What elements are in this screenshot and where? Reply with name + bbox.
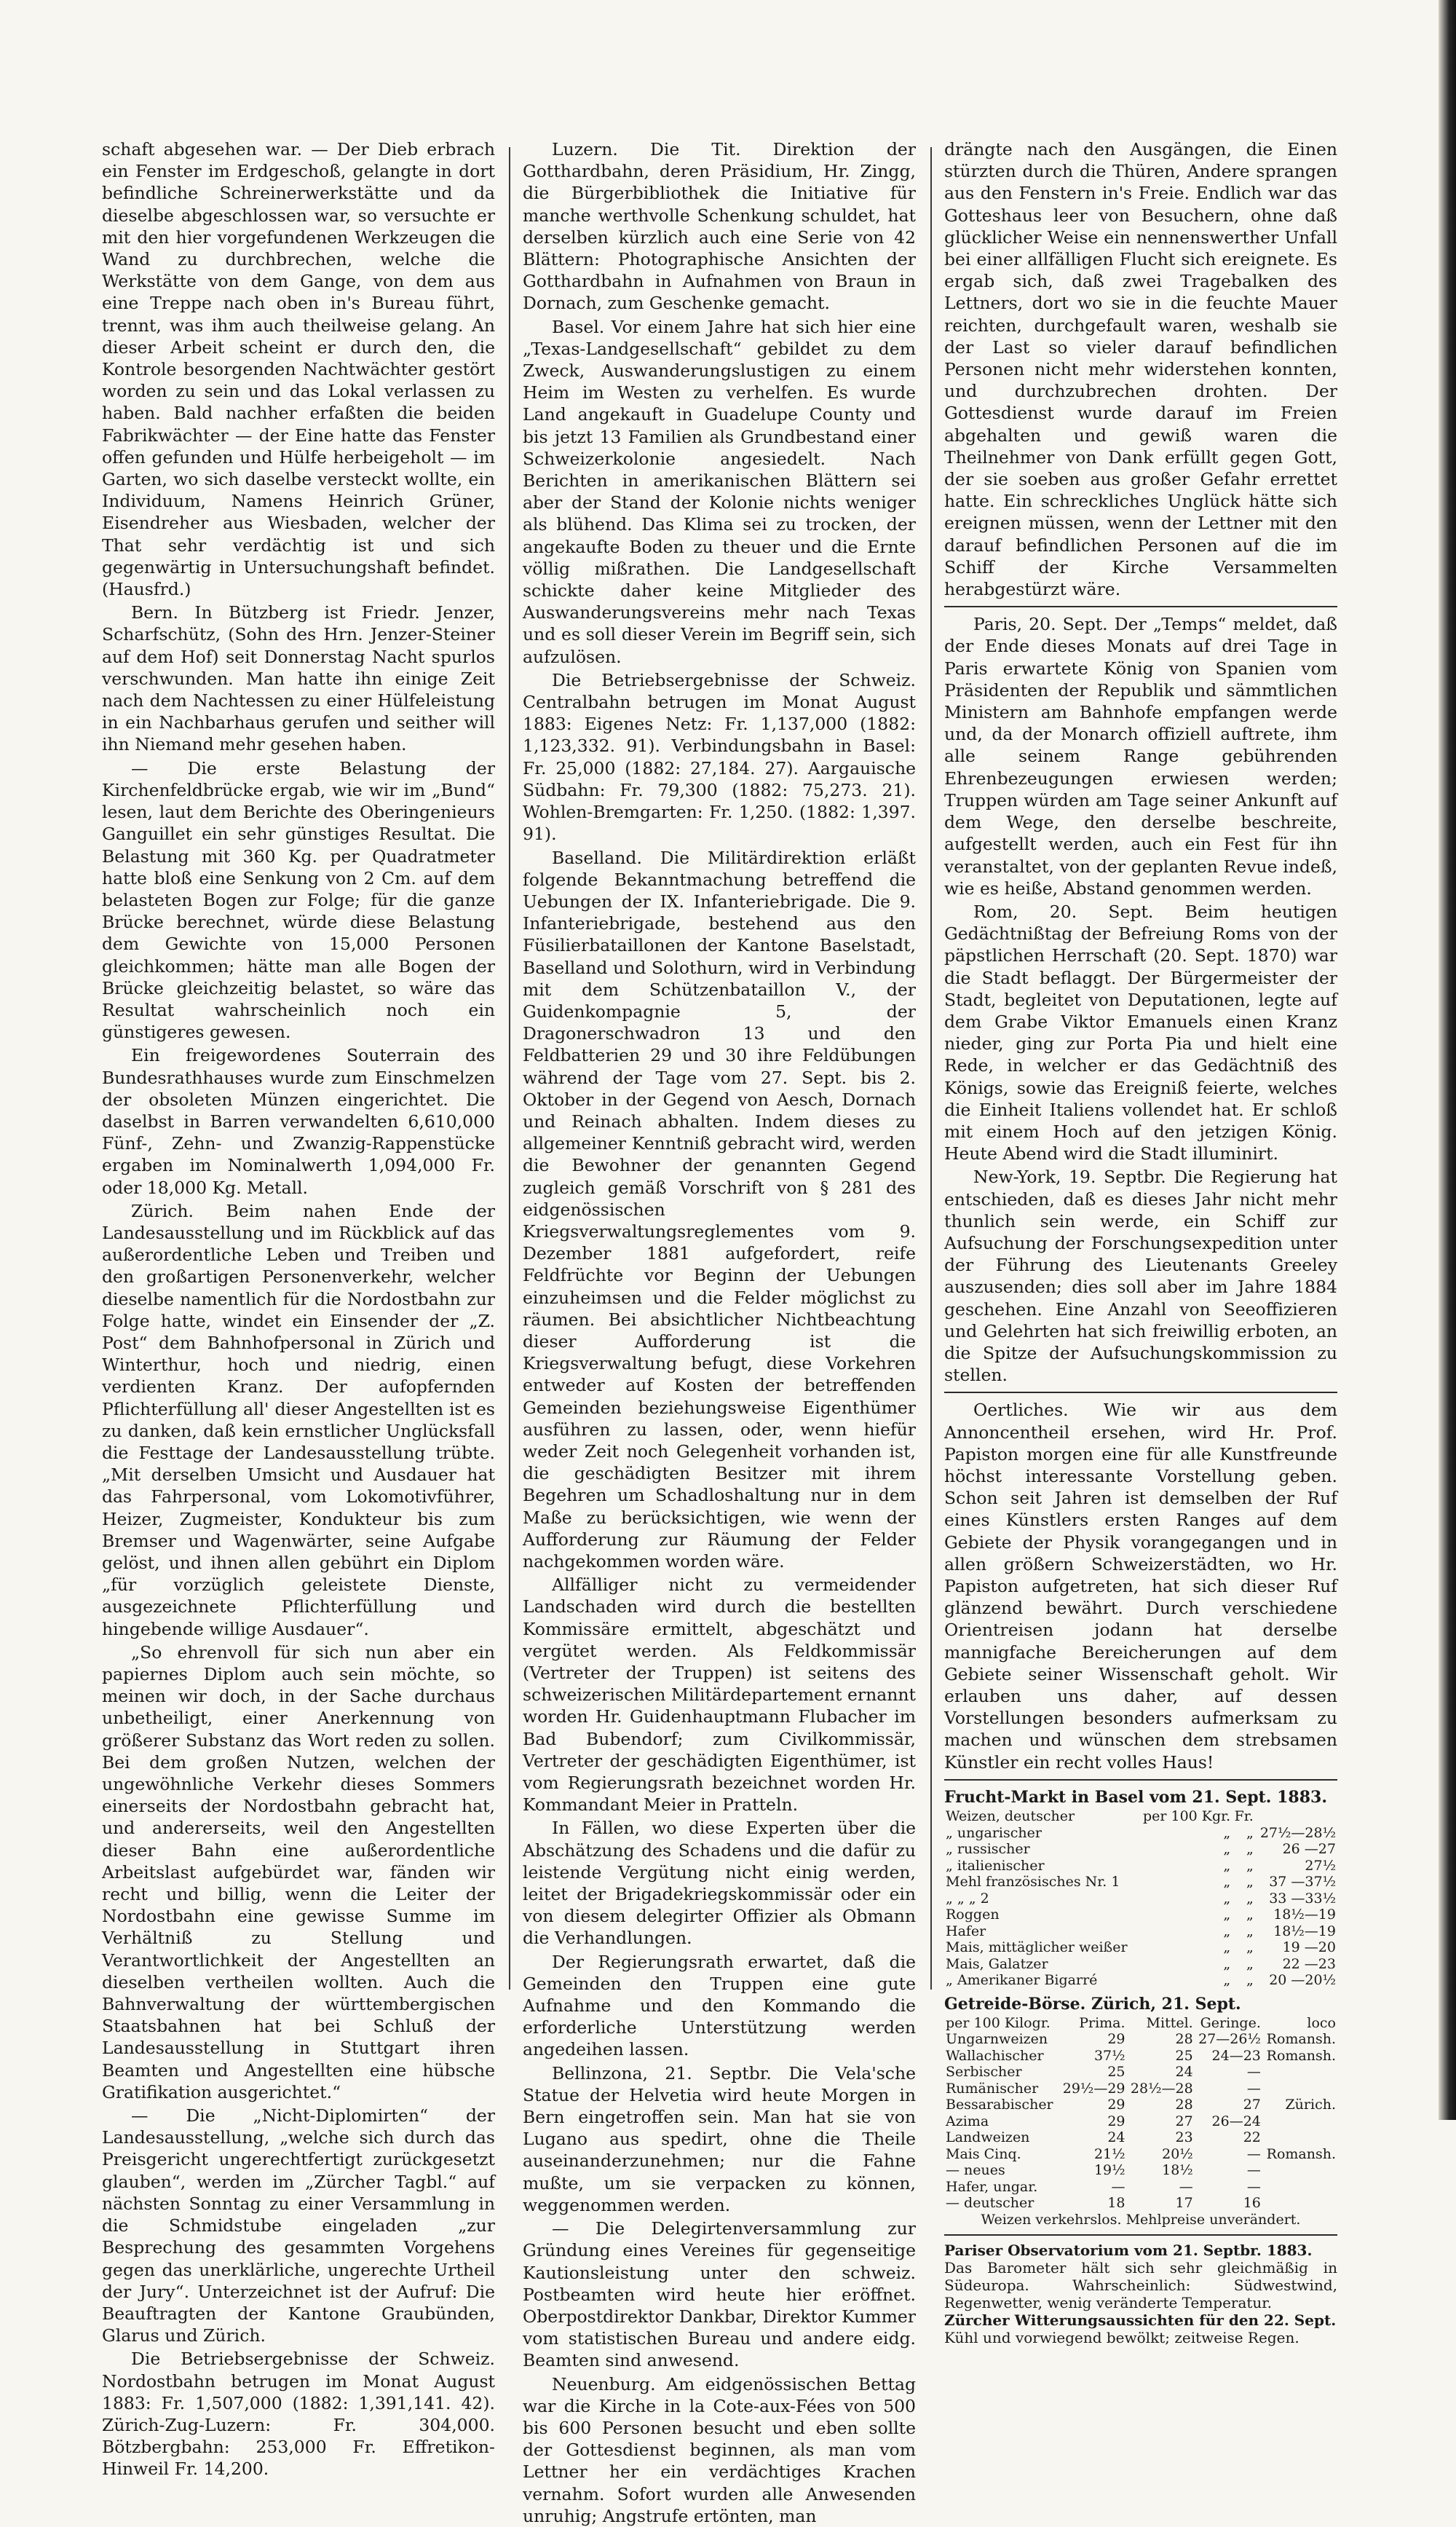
table-cell: 28 [1175, 2097, 1193, 2113]
table-cell: 29 [1107, 2113, 1125, 2129]
table-row [944, 2113, 1337, 2130]
article-paragraph: In Fällen, wo diese Experten über die Abschätzung des Schadens und die dafür zu leistende Vergütung nicht einig werden, leitet der Brigadekriegskommissär oder ein von diesem delegirter Offizier als Obmann die Verhandlungen. [523, 1818, 916, 1949]
article-baselland: Baselland. Die Militärdirektion erläßt folgende Bekanntmachung betreffend die Uebungen der IX. Infanteriebrigade. Die 9. Infanteriebrigade, bestehend aus den Füsilierbataillonen der Kantone Baselstadt, Baselland und Solothurn, wird in Verbindung mit dem Schützenbataillon V., der Guidenkompagnie 5, der Dragonerschwadron 13 und den Feldbatterien 29 und 30 ihre Feldübungen während der Tage vom 27. Sept. bis 2. Oktober in der Gegend von Aesch, Dornach und Reinach abhalten. Indem dieses zu allgemeiner Kenntniß gebracht wird, werden die Bewohner der genannten Gegend zugleich gemäß Vorschrift von § 281 des eidgenössischen Kriegsverwaltungsreglementes vom 9. Dezember 1881 aufgefordert, reife Feldfrüchte vor Beginn der Uebungen einzuheimsen und die Felder möglichst zu räumen. Bei absichtlicher Nichtbeachtung dieser Aufforderung ist die Kriegsverwaltung befugt, diese Vorkehren entweder auf Kosten der betreffenden Gemeinden beziehungsweise Eigenthümer ausführen zu lassen, oder, wenn hiefür weder Zeit noch Gelegenheit vorhanden ist, die geschädigten Besitzer mit ihrem Begehren um Schadloshaltung nur in dem Maße zu berücksichtigen, wie wenn der Aufforderung zur Räumung der Felder nachgekommen worden wäre. [523, 847, 916, 1572]
table-cell: — [1246, 2162, 1261, 2179]
table-cell: Bessarabischer [946, 2097, 1053, 2113]
table-cell: — deutscher [946, 2195, 1034, 2212]
table-cell: 18½—19 [1273, 1923, 1336, 1939]
table-cell [1262, 2195, 1337, 2212]
table-row [944, 2195, 1337, 2212]
article-zuerich: Zürich. Beim nahen Ende der Landesausstellung und im Rückblick auf das außerordentliche Leben und Treiben und den großartigen Personenverkehr, welcher dieselbe namentlich für die Nordostbahn zur Folge hatte, windet ein Einsender der „Z. Post“ dem Bahnhofpersonal in Zürich und Winterthur, hoch und niedrig, einen verdienten Kranz. Der aufopfernden Pflichterfüllung all' dieser Angestellten ist es zu danken, daß kein ernstlicher Unglücksfall die Festtage der Landesausstellung trübte. „Mit derselben Umsicht und Ausdauer hat das Fahrpersonal, vom Lokomotivführer, Heizer, Zugmeister, Kondukteur bis zum Bremser und Wagenwärter, seine Aufgabe gelöst, und ihnen allen gebührt ein Diplom „für vorzüglich geleistete Dienste, ausgezeichnete Pflichterfüllung und hingebende willige Ausdauer“. [102, 1200, 495, 1639]
table-cell: „ Amerikaner Bigarré [946, 1972, 1098, 1989]
column-header: loco [1307, 2014, 1336, 2031]
divider [944, 606, 1337, 607]
divider [944, 1392, 1337, 1393]
table-row [944, 2031, 1337, 2048]
table-cell: Romansh. [1266, 2047, 1336, 2064]
article-paris: Paris, 20. Sept. Der „Temps“ meldet, daß der Ende dieses Monats auf drei Tage in Paris erwartete König von Spanien vom Präsidenten der Republik und sämmtlichen Ministern am Bahnhofe empfangen werde und, da der Monarch offiziell auftrete, ihm alle seinem Range gebührenden Ehrenbezeugungen erwiesen werden; Truppen würden am Tage seiner Ankunft auf dem Wege, den derselbe beschreite, aufgestellt werden, auch ein Fest für ihn veranstaltet, von der geplanten Revue indeß, wie es heiße, Abstand genommen werden. [944, 614, 1337, 899]
article-paragraph: drängte nach den Ausgängen, die Einen stürzten durch die Thüren, Andere sprangen aus den Fenstern in's Freie. Endlich war das Gotteshaus leer von Besuchern, ohne daß glücklicher Weise ein nennenswerther Unfall bei einer allfälligen Flucht sich ereignete. Es ergab sich, daß zwei Tragebalken des Lettners, dort wo sie in die feuchte Mauer reichten, durchgefault waren, weshalb sie der Last so vieler darauf befindlichen Personen nicht mehr widerstehen konnten, und durchzubrechen drohten. Der Gottesdienst wurde darauf im Freien abgehalten und gewiß waren die Theilnehmer von Dank erfüllt gegen Gott, der sie soeben aus großer Gefahr errettet hatte. Ein schreckliches Unglück hätte sich ereignen müssen, wenn der Lettner mit den darauf befindlichen Personen auf die im Schiff der Kirche Versammelten herabgestürzt wäre. [944, 139, 1337, 600]
table-cell: Rumänischer [946, 2080, 1039, 2097]
table-cell: — [1246, 2178, 1261, 2195]
table-cell: Mais, mittäglicher weißer [946, 1939, 1128, 1956]
table-cell: 37 —37½ [1269, 1874, 1336, 1891]
table-cell: per 100 Kgr. [1142, 1808, 1231, 1825]
article-centralbahn: Die Betriebsergebnisse der Schweiz. Centralbahn betrugen im Monat August 1883: Eigenes Netz: Fr. 1,137,000 (1882: 1,123,332. 91). Verbindungsbahn in Basel: Fr. 25,000 (1882: 27,184. 27). Aargauische Südbahn: Fr. 79,300 (1882: 75,273. 21). Wohlen-Bremgarten: Fr. 1,250. (1882: 1,397. 91). [523, 669, 916, 845]
table-cell: 28½—28 [1130, 2080, 1193, 2097]
table-cell: Wallachischer [946, 2047, 1044, 2064]
table-cell: — [1179, 2178, 1193, 2195]
column-1 [102, 138, 495, 2480]
table-cell: 18 [1107, 2195, 1125, 2212]
table-cell [1255, 1808, 1337, 1825]
table-cell: — [1246, 2064, 1261, 2081]
table-cell: 21½ [1093, 2145, 1125, 2162]
table-cell: Romansh. [1266, 2145, 1336, 2162]
article-bellinzona: Bellinzona, 21. Septbr. Die Vela'sche Statue der Helvetia wird heute Morgen in Bern eingetroffen sein. Man hat sie von Lugano aus spedirt, ohne die Theile auseinanderzunehmen; nur die Fahne mußte, um sie verpacken zu können, weggenommen werden. [523, 2062, 916, 2215]
table-cell: „ russischer [946, 1841, 1030, 1858]
table-cell: — [1246, 2080, 1261, 2097]
table-cell: — [1111, 2178, 1125, 2195]
table-cell: 20½ [1162, 2145, 1193, 2162]
table-cell: „ [1246, 1874, 1254, 1891]
column-3 [944, 138, 1337, 2346]
table-cell: „ [1223, 1841, 1231, 1858]
article-luzern: Luzern. Die Tit. Direktion der Gotthardbahn, deren Präsidium, Hr. Zingg, die Bürgerbibliothek die Initiative für manche werthvolle Schenkung schuldet, hat derselben kürzlich auch eine Serie von 42 Blättern: Photographische Ansichten der Gotthardbahn in Aufnahmen von Braun in Dornach, zum Geschenke gemacht. [523, 139, 916, 314]
table-cell: Mais, Galatzer [946, 1955, 1048, 1972]
column-header: Mittel. [1146, 2014, 1193, 2031]
table-row [944, 1939, 1337, 1956]
table-cell: Zürich. [1285, 2097, 1336, 2113]
column-rule [930, 147, 932, 1990]
table-cell: 27 [1243, 2097, 1261, 2113]
newspaper-page [102, 138, 1337, 2526]
table-cell: 18½ [1162, 2162, 1193, 2179]
table-cell: Mais Cinq. [946, 2145, 1021, 2162]
table-cell [1262, 2113, 1337, 2130]
table-cell: 22 [1243, 2129, 1261, 2146]
table-row [944, 1956, 1337, 1973]
table-cell: 29 [1107, 2031, 1125, 2048]
table-cell: 25 [1107, 2064, 1125, 2081]
table-row [944, 2162, 1337, 2179]
table-row [944, 1907, 1337, 1923]
table-cell: 26—24 [1211, 2113, 1261, 2129]
table-cell: 29½—29 [1062, 2080, 1125, 2097]
observatorium-title: Pariser Observatorium vom 21. Septbr. 1883. [944, 2241, 1313, 2259]
table-cell: „ [1223, 1939, 1231, 1956]
table-cell: Mehl französisches Nr. 1 [946, 1874, 1120, 1891]
article-paragraph: Der Regierungsrath erwartet, daß die Gemeinden den Truppen eine gute Aufnahme und den Kommando die erforderliche Unterstützung werden angedeihen lassen. [523, 1951, 916, 2060]
table-cell: 27½—28½ [1259, 1824, 1336, 1841]
table-cell: „ [1246, 1939, 1254, 1956]
market-zurich-title: Getreide-Börse. Zürich, 21. Sept. [944, 1994, 1241, 2014]
column-header: Prima. [1079, 2014, 1125, 2031]
table-cell: „ [1246, 1972, 1254, 1989]
table-cell: 29 [1107, 2097, 1125, 2113]
table-row [944, 1858, 1337, 1874]
divider [944, 2234, 1337, 2236]
table-cell: „ [1246, 1890, 1254, 1907]
table-cell: „ [1246, 1857, 1254, 1874]
column-header: Geringe. [1200, 2014, 1261, 2031]
market-basel-table [944, 1808, 1337, 1989]
table-row [944, 2048, 1337, 2065]
table-cell: 24 [1107, 2129, 1125, 2146]
table-row [944, 1891, 1337, 1907]
column-2 [523, 138, 916, 2527]
table-cell: — [1246, 2145, 1261, 2162]
table-cell: „ [1223, 1890, 1231, 1907]
table-cell: „ [1246, 1841, 1254, 1858]
article-paragraph: Allfälliger nicht zu vermeidender Landschaden wird durch die bestellten Kommissäre ermittelt, abgeschätzt und vergütet werden. Als Feldkommissär (Vertreter der Truppen) ist seitens des schweizerischen Militärdepartement ernannt worden Hr. Guidenhauptmann Flubacher im Bad Bubendorf; zum Civilkommissär, Vertreter der geschädigten Eigenthümer, ist vom Regierungsrath bezeichnet worden Hr. Kommandant Meier in Pratteln. [523, 1574, 916, 1816]
table-cell: „ [1223, 1857, 1231, 1874]
article-basel: Basel. Vor einem Jahre hat sich hier eine „Texas-Landgesellschaft“ gebildet zu dem Zweck, Auswanderungslustigen zu einem Heim im Westen zu verhelfen. Es wurde Land angekauft in Guadelupe County und bis jetzt 13 Familien als Grundbestand einer Schweizerkolonie angesiedelt. Nach Berichten in amerikanischen Blättern sei aber der Stand der Kolonie nichts weniger als blühend. Das Klima sei zu trocken, der angekaufte Boden zu theuer und die Ernte völlig mißrathen. Die Landgesellschaft schickte daher keine Mitglieder des Auswanderungsvereins mehr nach Texas und es soll dieser Verein im Begriff sein, sich aufzulösen. [523, 316, 916, 667]
table-cell: „ [1246, 1955, 1254, 1972]
article-nicht-diplomirten: — Die „Nicht-Diplomirten“ der Landesausstellung, „welche sich durch das Preisgericht ungerechtfertigt zurückgesetzt glauben“, werden im „Zürcher Tagbl.“ auf nächsten Sonntag zu einer Versammlung in die Schmidstube eingeladen „zur Besprechung des gesammten Vorgehens gegen das unerklärliche, ungerechte Urtheil der Jury“. Unterzeichnet ist der Aufruf: Die Beauftragten der Kantone Graubünden, Glarus und Zürich. [102, 2105, 495, 2346]
table-cell: 24—23 [1211, 2047, 1261, 2064]
table-cell: 20 —20½ [1269, 1972, 1336, 1989]
table-row [944, 2064, 1337, 2081]
table-cell: „ [1223, 1824, 1231, 1841]
table-row [944, 1923, 1337, 1940]
table-cell: 17 [1175, 2195, 1193, 2212]
article-paragraph: „So ehrenvoll für sich nun aber ein papiernes Diplom auch sein möchte, so meinen wir doch, in der Sache durchaus unbetheiligt, einer Anerkennung von größerer Substanz das Wort reden zu sollen. Bei dem großen Nutzen, welchen der ungewöhnliche Verkehr dieses Sommers einerseits der Nordostbahn gebracht hat, und andererseits, weil den Angestellten dieser Bahn eine außerordentliche Arbeitslast aufgebürdet war, fänden wir recht und billig, wenn die Leiter der Nordostbahn eine gewisse Summe im Verhältniß zu Stellung und Verantwortlichkeit der Angestellten an dieselben vertheilen wollten. Auch die Bahnverwaltung der württembergischen Staatsbahnen hat bei Schluß der Landesausstellung in Stuttgart ihren Beamten und Angestellten eine hübsche Gratifikation ausgerichtet.“ [102, 1641, 495, 2102]
article-neuenburg: Neuenburg. Am eidgenössischen Bettag war die Kirche in la Cote-aux-Fées von 500 bis 600 Personen besucht und eben sollte der Gottesdienst beginnen, als man vom Lettner her ein verdächtiges Krachen vernahm. Sofort wurden alle Anwesenden unruhig; Angstrufe ertönten, man [523, 2373, 916, 2526]
table-cell: „ [1223, 1907, 1231, 1923]
table-cell: 22 —23 [1282, 1955, 1336, 1972]
table-cell: „ [1246, 1907, 1254, 1923]
table-row [944, 1874, 1337, 1891]
article-delegirtenversammlung: — Die Delegirtenversammlung zur Gründung eines Vereines für gegenseitige Kautionsleistung unter den schweiz. Postbeamten wird heute hier eröffnet. Oberpostdirektor Dankbar, Direktor Kummer vom statistischen Bureau und andere eidg. Beamten sind anwesend. [523, 2218, 916, 2371]
article-oertliches: Oertliches. Wie wir aus dem Annoncentheil ersehen, wird Hr. Prof. Papiston morgen eine für alle Kunstfreunde höchst interessante Vorstellung geben. Schon seit Jahren ist demselben der Ruf eines Künstlers ersten Ranges auf dem Gebiete der Physik vorangegangen und in allen größern Schweizerstädten, wo Hr. Papiston aufgetreten, hat sich dieser Ruf glänzend bewährt. Durch verschiedene Orientreisen jodann hat derselbe mannigfache Bereicherungen auf dem Gebiete seiner Wissenschaft geholt. Wir erlauben uns daher, auf dessen Vorstellungen besonders aufmerksam zu machen und wünschen dem strebsamen Künstler ein recht volles Haus! [944, 1400, 1337, 1773]
table-cell: Fr. [1234, 1808, 1254, 1825]
table-cell: „ [1223, 1874, 1231, 1891]
table-cell: 28 [1175, 2031, 1193, 2048]
table-header-row [944, 2015, 1337, 2032]
table-cell: 19½ [1093, 2162, 1125, 2179]
table-cell: „ [1246, 1923, 1254, 1939]
table-cell [1262, 2129, 1337, 2146]
table-row [944, 1808, 1337, 1825]
table-cell [1262, 2081, 1337, 2097]
table-cell: Hafer [946, 1923, 986, 1939]
article-new-york: New-York, 19. Septbr. Die Regierung hat entschieden, daß es dieses Jahr nicht mehr thunlich sein werde, ein Schiff zur Aufsuchung der Forschungsexpedition unter der Führung des Lieutenants Greeley auszusenden; dies soll aber im Jahre 1884 geschehen. Eine Anzahl von Seeoffizieren und Gelehrten hat sich freiwillig erboten, an die Spitze der Aufsuchungskommission zu stellen. [944, 1167, 1337, 1386]
observatorium-text: Das Barometer hält sich sehr gleichmäßig in Südeuropa. Wahrscheinlich: Südwestwind, Regenwetter, wenig veränderte Temperatur. [944, 2258, 1337, 2311]
table-cell: „ italienischer [946, 1857, 1045, 1874]
table-row [944, 2179, 1337, 2196]
table-row [944, 1972, 1337, 1989]
table-row [944, 2146, 1337, 2163]
table-cell [1262, 2064, 1337, 2081]
table-cell: 19 —20 [1282, 1939, 1336, 1956]
table-cell: 24 [1175, 2064, 1193, 2081]
article-kirchenfeldbruecke: — Die erste Belastung der Kirchenfeldbrücke ergab, wie wir im „Bund“ lesen, laut dem Berichte des Oberingenieurs Ganguillet ein sehr günstiges Resultat. Die Belastung mit 360 Kg. per Quadratmeter hatte bloß eine Senkung von 2 Cm. auf dem belasteten Bogen zur Folge; für die ganze Brücke berechnet, würde diese Belastung dem Gewichte von 15,000 Personen gleichkommen; hätte man alle Bogen der Brücke gleichzeitig belastet, so wäre das Resultat wahrscheinlich noch ein günstigeres gewesen. [102, 757, 495, 1043]
table-cell: Hafer, ungar. [946, 2178, 1038, 2195]
table-cell [1262, 2162, 1337, 2179]
table-cell: Serbischer [946, 2064, 1022, 2081]
table-cell: 16 [1243, 2195, 1261, 2212]
divider [944, 1779, 1337, 1781]
table-row [944, 2097, 1337, 2113]
table-cell: „ [1223, 1972, 1231, 1989]
table-cell: „ [1246, 1824, 1254, 1841]
article-bern-buetzberg: Bern. In Bützberg ist Friedr. Jenzer, Scharfschütz, (Sohn des Hrn. Jenzer-Steiner auf dem Hof) seit Donnerstag Nacht spurlos verschwunden. Man hatte ihn einige Zeit nach dem Nachtessen zu einer Hülfeleistung in ein Nachbarhaus gerufen und seither will ihn Niemand mehr gesehen haben. [102, 602, 495, 755]
table-cell: „ ungarischer [946, 1824, 1042, 1841]
article-rom: Rom, 20. Sept. Beim heutigen Gedächtnißtag der Befreiung Roms von der päpstlichen Herrschaft (20. Sept. 1870) war die Stadt beflaggt. Der Bürgermeister der Stadt, begleitet von Deputationen, legte auf dem Grabe Viktor Emanuels einen Kranz nieder, ging zur Porta Pia und hielt eine Rede, in welcher er das Gedächtniß des Königs, sowie das Ereigniß feierte, welches die Einheit Italiens vollendet hat. Er schloß mit einem Hoch auf den jetzigen König. Heute Abend wird die Stadt illuminirt. [944, 901, 1337, 1164]
witterung-title: Zürcher Witterungsaussichten für den 22. Sept. [944, 2311, 1337, 2329]
market-basel-title: Frucht-Markt in Basel vom 21. Sept. 1883. [944, 1787, 1327, 1807]
article-nordostbahn: Die Betriebsergebnisse der Schweiz. Nordostbahn betrugen im Monat August 1883: Fr. 1,507,000 (1882: 1,391,141. 42). Zürich-Zug-Luzern: Fr. 304,000. Bötzbergbahn: 253,000 Fr. Effretikon-Hinweil Fr. 14,200. [102, 2349, 495, 2480]
market-zurich-table [944, 2015, 1337, 2212]
market-zurich-footer: Weizen verkehrslos. Mehlpreise unverändert. [981, 2211, 1301, 2228]
table-row [944, 1825, 1337, 1842]
table-cell: Romansh. [1266, 2031, 1336, 2048]
table-cell: — neues [946, 2162, 1005, 2179]
page-edge-shadow [1439, 0, 1456, 2120]
table-cell: „ „ „ 2 [946, 1890, 989, 1907]
table-cell [1262, 2179, 1337, 2196]
table-cell: 27 [1175, 2113, 1193, 2129]
table-cell: 26 —27 [1282, 1841, 1336, 1858]
table-cell: „ [1223, 1923, 1231, 1939]
table-cell: „ [1223, 1955, 1231, 1972]
table-cell: 27½ [1305, 1857, 1336, 1874]
column-header: per 100 Kilogr. [946, 2014, 1051, 2031]
table-cell: Ungarnweizen [946, 2031, 1048, 2048]
table-cell: 37½ [1093, 2047, 1125, 2064]
table-cell: 23 [1175, 2129, 1193, 2146]
table-cell: Azima [946, 2113, 989, 2129]
table-cell: Landweizen [946, 2129, 1030, 2146]
column-rule [509, 147, 510, 1990]
table-cell: Weizen, deutscher [946, 1808, 1075, 1825]
table-cell: 27—26½ [1198, 2031, 1261, 2048]
article-souterrain: Ein freigewordenes Souterrain des Bundesrathhauses wurde zum Einschmelzen der obsoleten Münzen eingerichtet. Die daselbst in Barren verwandelten 6,610,000 Fünf-, Zehn- und Zwanzig-Rappenstücke ergaben im Nominalwerth 1,094,000 Fr. oder 18,000 Kg. Metall. [102, 1045, 495, 1198]
table-cell: 33 —33½ [1269, 1890, 1336, 1907]
table-cell: 25 [1175, 2047, 1193, 2064]
table-cell: Roggen [946, 1907, 1000, 1923]
table-row [944, 2081, 1337, 2097]
article-paragraph: schaft abgesehen war. — Der Dieb erbrach ein Fenster im Erdgeschoß, gelangte in dort befindliche Schreinerwerkstätte und da dieselbe abgeschlossen war, so versuchte er mit den hier vorgefundenen Werkzeugen die Wand zu durchbrechen, welche die Werkstätte von dem Gange, von dem aus eine Treppe nach oben in's Bureau führt, trennt, was ihm auch theilweise gelang. An dieser Arbeit scheint er durch den, die Kontrole besorgenden Nachtwächter gestört worden zu sein und das Lokal verlassen zu haben. Bald nachher erfaßten die beiden Fabrikwächter — der Eine hatte das Fenster offen gefunden und Hülfe herbeigeholt — im Garten, wo sich daselbe versteckt wollte, ein Individuum, Namens Heinrich Grüner, Eisendreher aus Wiesbaden, welcher der That sehr verdächtig ist und sich gegenwärtig in Untersuchungshaft befindet. (Hausfrd.) [102, 139, 495, 600]
witterung-text: Kühl und vorwiegend bewölkt; zeitweise Regen. [944, 2328, 1299, 2346]
table-row [944, 1841, 1337, 1858]
table-cell: 18½—19 [1273, 1907, 1336, 1923]
table-row [944, 2129, 1337, 2146]
